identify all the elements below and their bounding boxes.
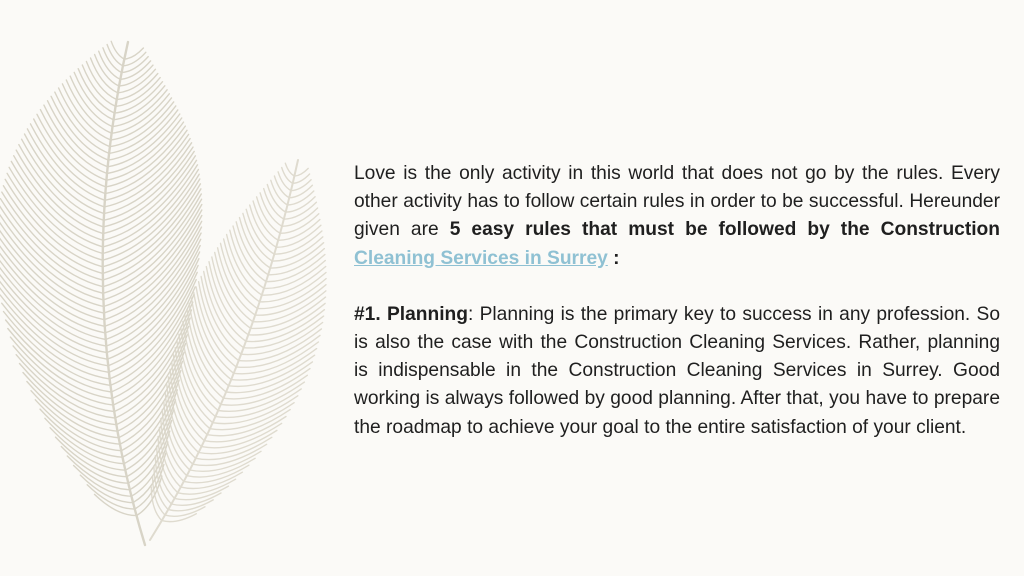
cleaning-services-link[interactable]: Cleaning Services in Surrey [354, 247, 608, 269]
rule-1-body: : Planning is the primary key to success in any profession. So is also the case with the Construction Cleaning Services. Rather, planning is indispensable in the Construction Cleaning Services in Surrey. Good working is always followed by good planning. After that, you have to prepare the roadmap to achieve your goal to the entire satisfaction of your client. [354, 303, 1000, 438]
intro-text: Love is the only activity in this world that does not go by the rules. Every other activity has to follow certain rules in order to be successful. Hereunder given are [354, 163, 1000, 241]
content-text [354, 160, 1000, 442]
rules-highlight: 5 easy rules that must be followed by the Construction [449, 219, 1001, 241]
feather-icon [0, 41, 202, 545]
intro-colon: : [607, 247, 620, 269]
feather-icon [150, 160, 326, 540]
feather-decoration [0, 0, 360, 576]
intro-paragraph [354, 160, 1000, 273]
rule-1-title: #1. Planning [354, 303, 468, 325]
rule-1-paragraph [354, 301, 1000, 442]
